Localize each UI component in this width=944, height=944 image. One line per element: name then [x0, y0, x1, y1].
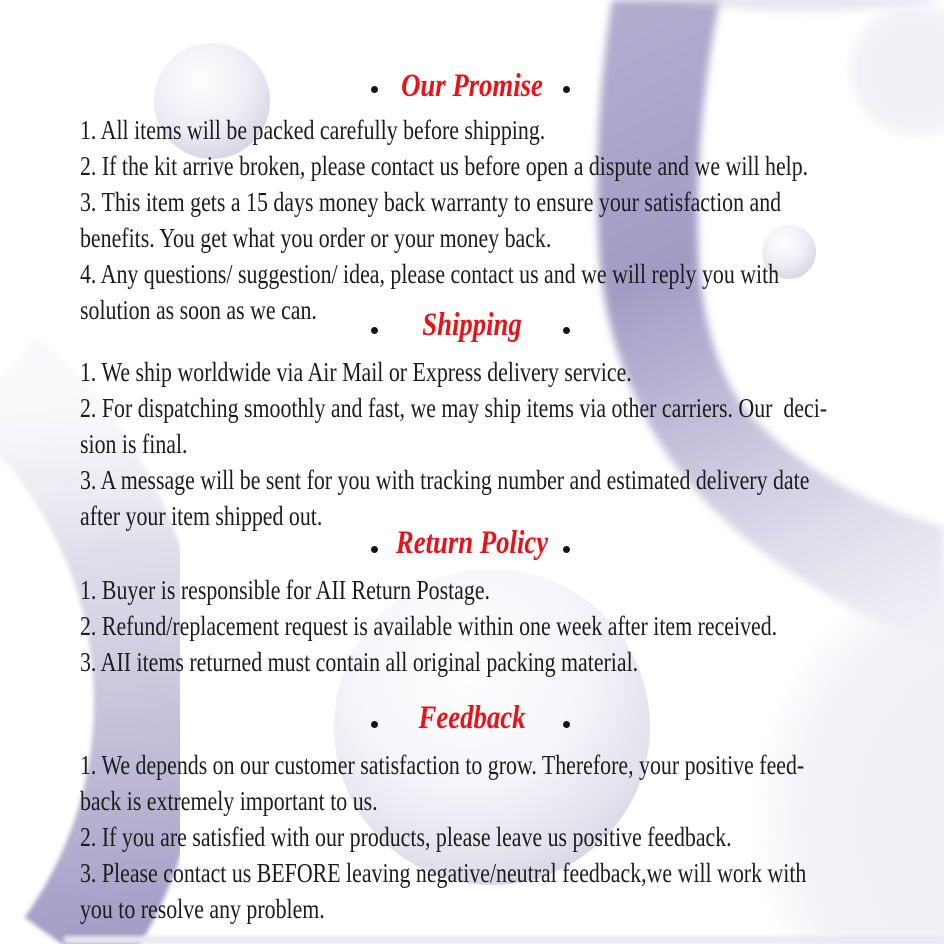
- policy-line: benefits. You get what you order or your money back.: [80, 223, 552, 253]
- title-dot-icon: [563, 546, 570, 553]
- section-title-our-promise: Our Promise: [401, 68, 543, 104]
- policy-line: 2. For dispatching smoothly and fast, we may ship items via other carriers. Our deci-: [80, 393, 828, 423]
- title-dot-icon: [371, 86, 378, 93]
- title-dot-icon: [371, 721, 378, 728]
- title-dot-icon: [563, 327, 570, 334]
- section-title-shipping: Shipping: [422, 307, 522, 343]
- policy-line: 2. If the kit arrive broken, please contact us before open a dispute and we will help.: [80, 151, 809, 181]
- title-dot-icon: [563, 721, 570, 728]
- policy-line: 2. Refund/replacement request is available within one week after item received.: [80, 611, 778, 641]
- policy-line: 1. Buyer is responsible for AII Return Postage.: [80, 575, 490, 605]
- policy-line: 3. AII items returned must contain all original packing material.: [80, 647, 639, 677]
- policy-line: back is extremely important to us.: [80, 786, 378, 816]
- policy-line: 2. If you are satisfied with our products, please leave us positive feedback.: [80, 822, 732, 852]
- title-dot-icon: [563, 86, 570, 93]
- policy-line: 3. A message will be sent for you with tracking number and estimated delivery date: [80, 465, 810, 495]
- section-title-feedback: Feedback: [418, 700, 526, 736]
- policy-line: 3. This item gets a 15 days money back warranty to ensure your satisfaction and: [80, 187, 782, 217]
- policy-line: 3. Please contact us BEFORE leaving negative/neutral feedback,we will work with: [80, 858, 807, 888]
- policy-line: 1. We ship worldwide via Air Mail or Express delivery service.: [80, 357, 632, 387]
- policy-line: solution as soon as we can.: [80, 295, 317, 325]
- policy-line: after your item shipped out.: [80, 501, 323, 531]
- policy-line: sion is final.: [80, 429, 188, 459]
- title-dot-icon: [371, 546, 378, 553]
- policy-line: you to resolve any problem.: [80, 894, 325, 924]
- policy-line: 4. Any questions/ suggestion/ idea, please contact us and we will reply you with: [80, 259, 780, 289]
- policy-line: 1. We depends on our customer satisfaction to grow. Therefore, your positive feed-: [80, 750, 805, 780]
- policy-line: 1. All items will be packed carefully before shipping.: [80, 115, 546, 145]
- section-title-return-policy: Return Policy: [395, 525, 549, 561]
- title-dot-icon: [371, 327, 378, 334]
